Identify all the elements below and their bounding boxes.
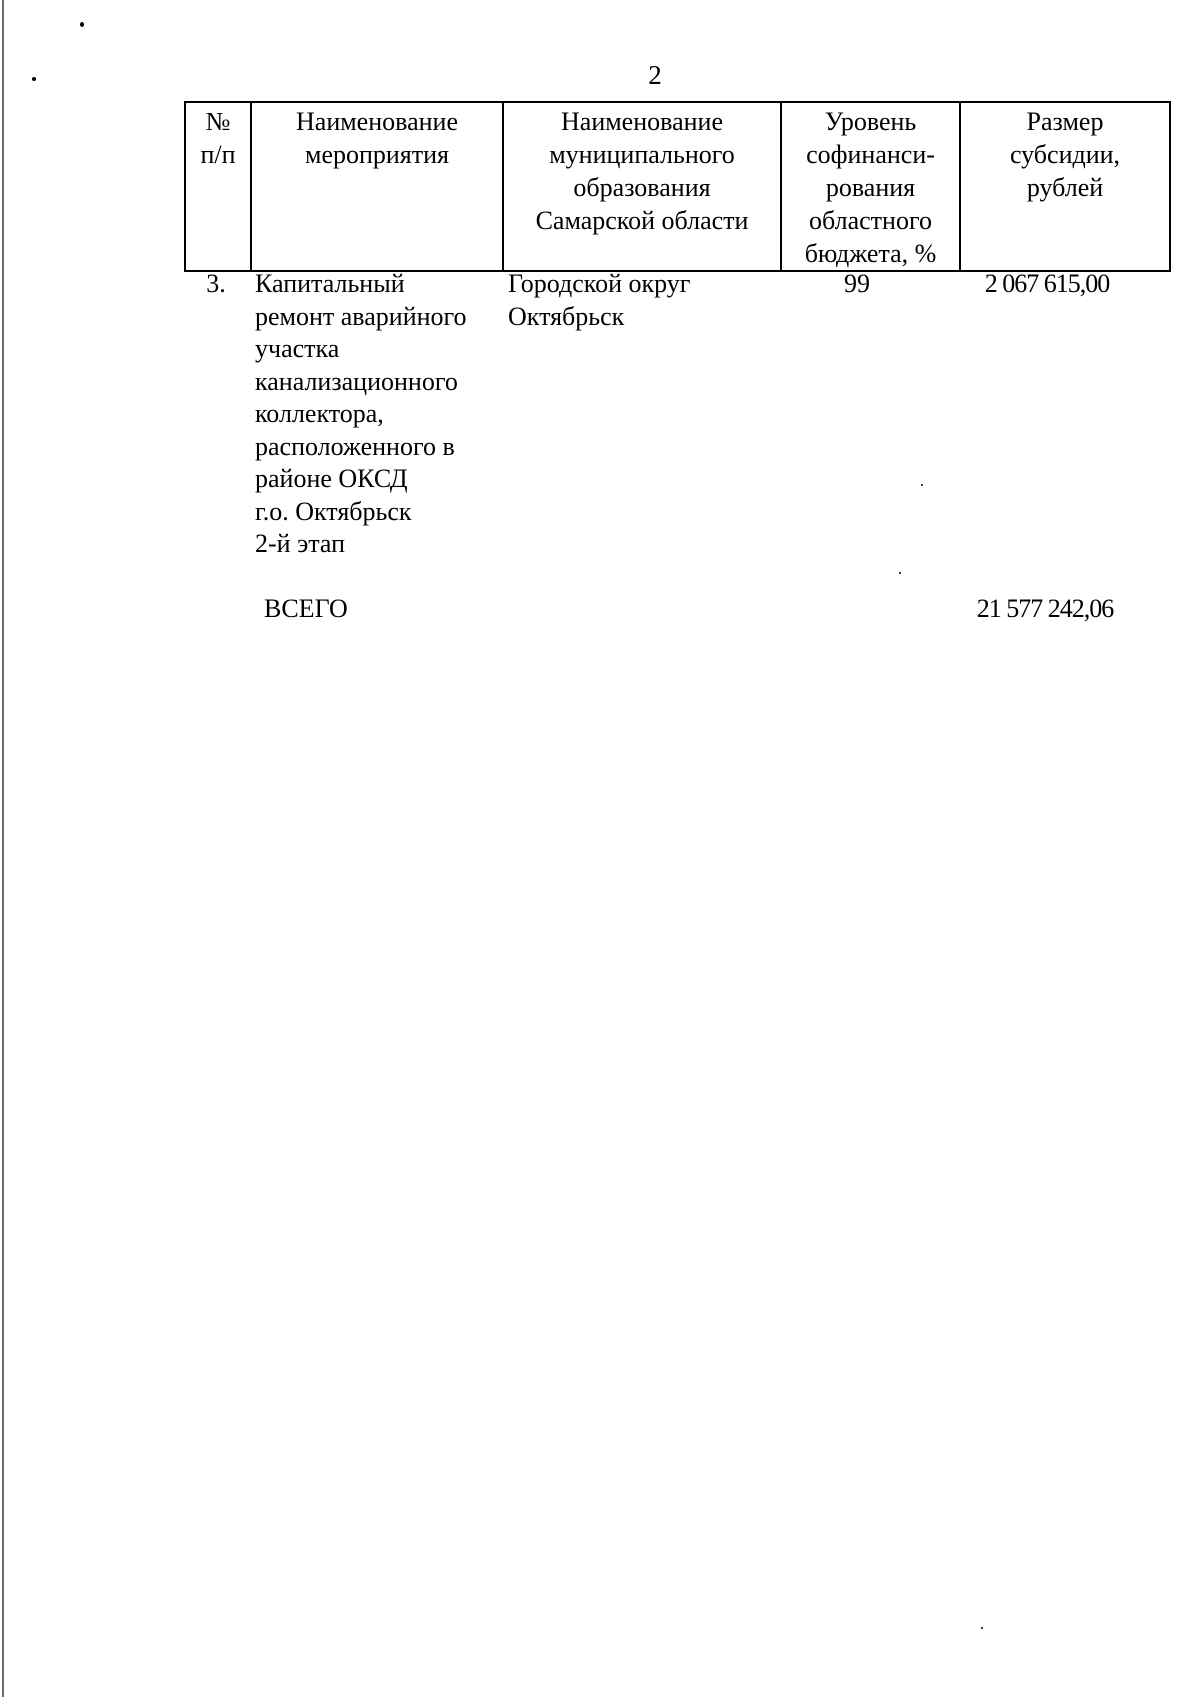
page-number: 2 [648,60,662,90]
header-subsidy: Размер субсидии, рублей [960,102,1170,271]
header-cofinancing: Уровень софинанси- рования областного бюджета, % [781,102,960,271]
header-number: № п/п [185,102,251,271]
total-label: ВСЕГО [264,594,348,623]
row-number: 3. [206,269,226,298]
total-value: 21 577 242,06 [976,594,1114,623]
table-header [184,101,1171,272]
scan-speck [981,1627,983,1629]
header-event-name: Наименование мероприятия [251,102,503,271]
row-municipality: Городской округ Октябрьск [508,269,691,331]
scan-margin-line [2,0,4,1697]
scan-speck [921,484,923,486]
row-cofinancing: 99 [844,269,870,298]
scan-speck [80,22,84,27]
scan-speck [899,572,901,574]
header-municipality: Наименование муниципального образования Самарской области [503,102,781,271]
row-event-name: Капитальный ремонт аварийного участка канализационного коллектора, расположенного в районе ОКСД г.о. Октябрьск 2-й этап [255,269,467,558]
row-subsidy: 2 067 615,00 [984,269,1110,298]
scan-speck [32,77,36,81]
